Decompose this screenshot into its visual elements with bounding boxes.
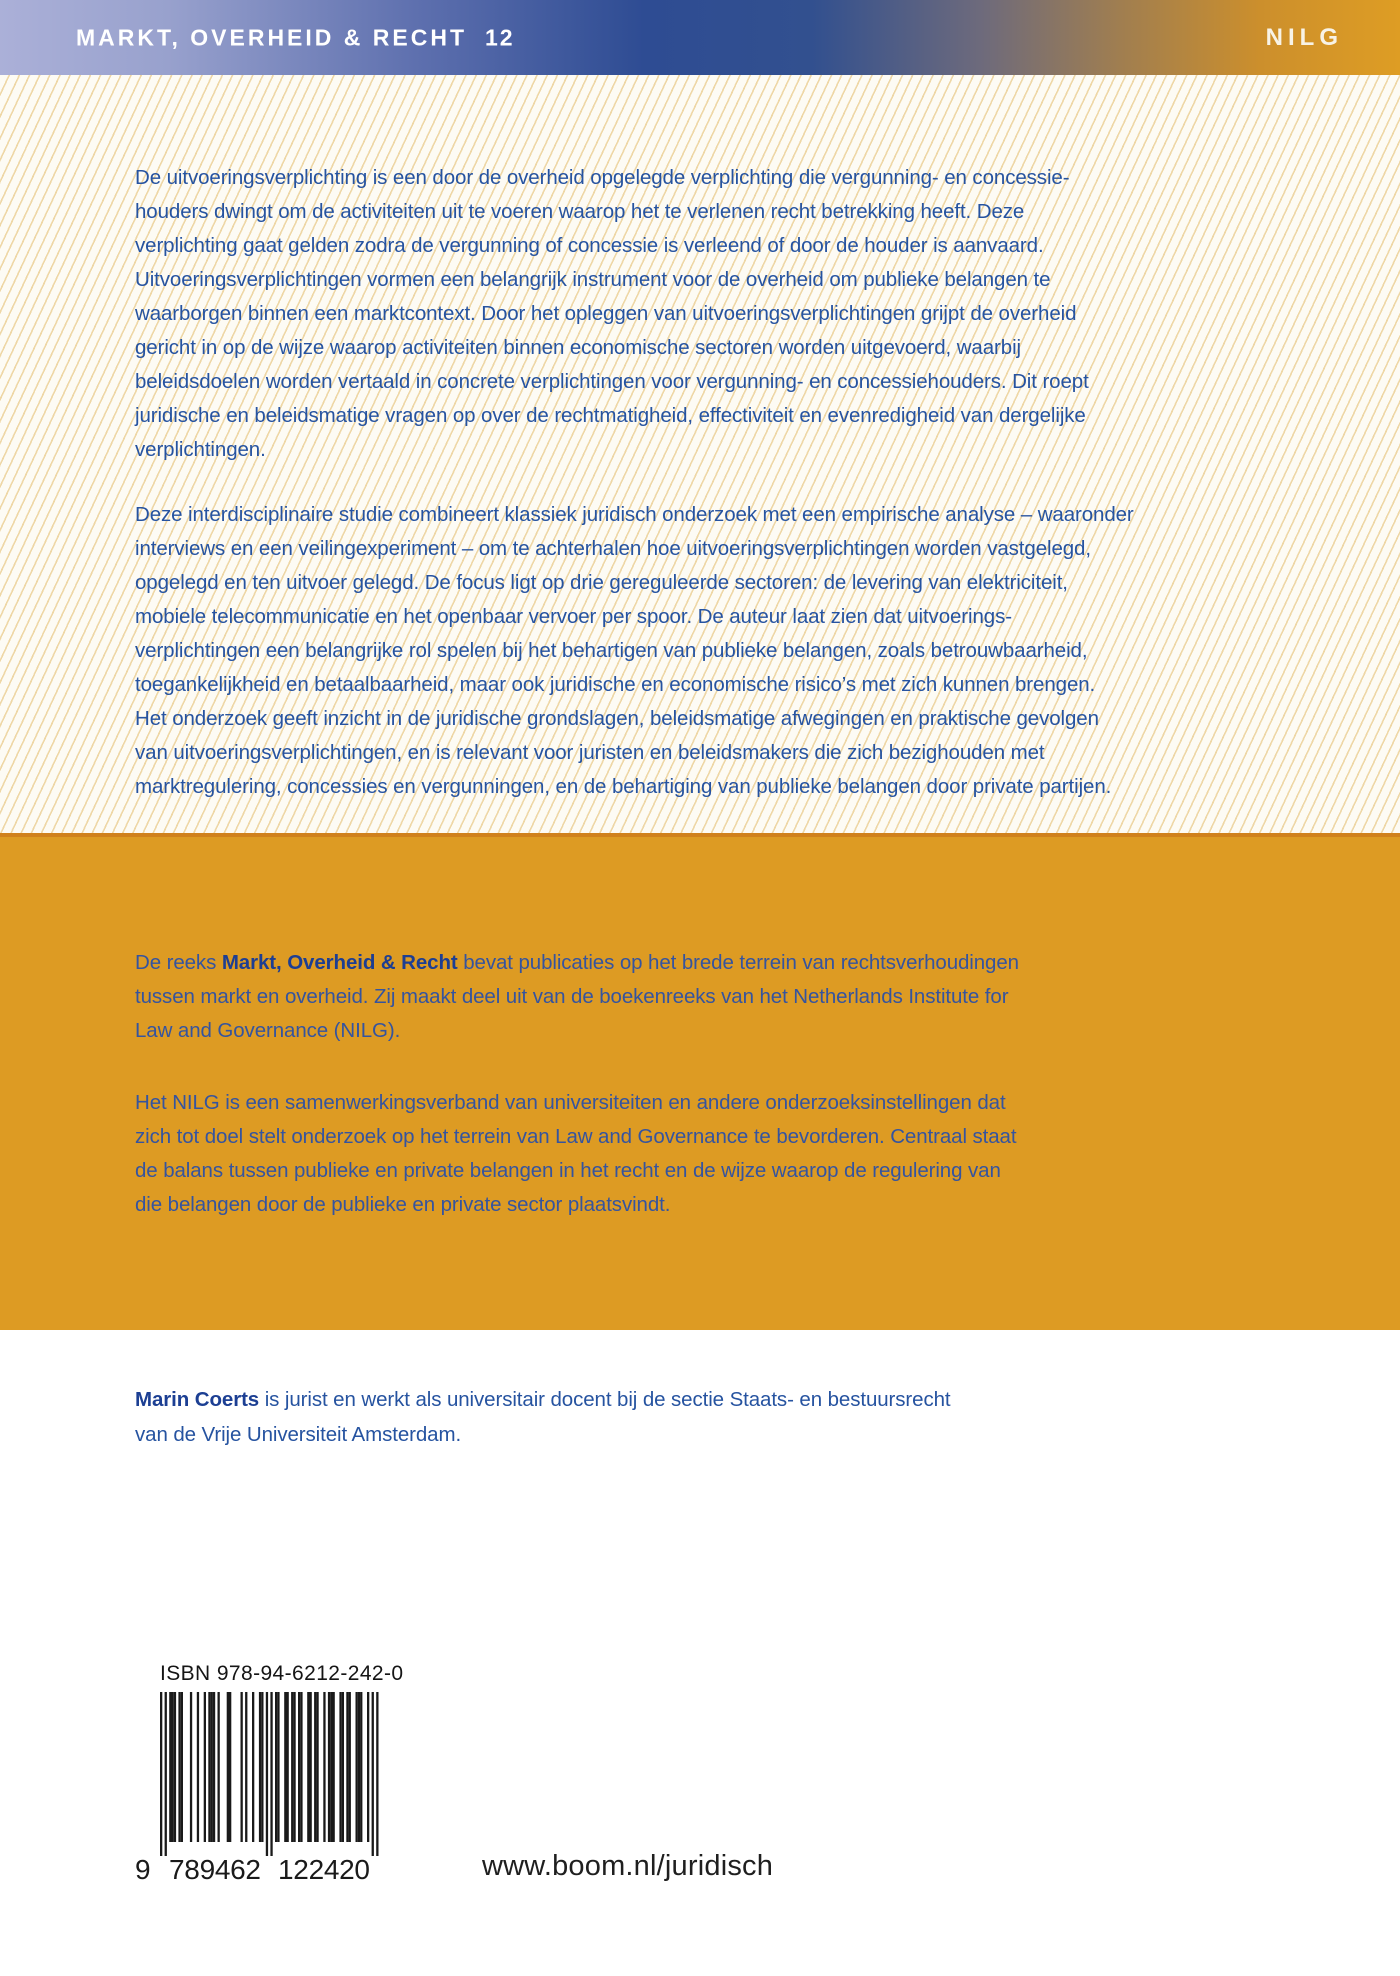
series-name: Markt, Overheid & Recht <box>221 951 458 974</box>
author-bio-line2: van de Vrije Universiteit Amsterdam. <box>135 1423 462 1446</box>
text-line: beleidsdoelen worden vertaald in concrete verplichtingen voor vergunning- en concessiehouders. Dit roept <box>135 370 1089 393</box>
author-bio <box>135 1382 951 1452</box>
text-line: Law and Governance (NILG). <box>135 1019 401 1042</box>
text-line: interviews en een veilingexperiment – om te achterhalen hoe uitvoeringsverplichtingen worden vastgelegd, <box>135 537 1091 560</box>
website-url: www.boom.nl/juridisch <box>482 1850 774 1882</box>
text-line: Het NILG is een samenwerkingsverband van universiteiten en andere onderzoeksinstellingen dat <box>135 1091 1006 1114</box>
text-line: waarborgen binnen een marktcontext. Door het opleggen van uitvoeringsverplichtingen grijpt de overheid <box>135 302 1077 325</box>
text-line: tussen markt en overheid. Zij maakt deel uit van de boekenreeks van het Netherlands Institute for <box>135 985 1009 1008</box>
text-line: marktregulering, concessies en vergunningen, en de behartiging van publieke belangen door private partijen. <box>135 775 1112 798</box>
series-title-text: MARKT, OVERHEID & RECHT <box>76 24 468 50</box>
text-line: Uitvoeringsverplichtingen vormen een belangrijk instrument voor de overheid om publieke belangen te <box>135 268 1051 291</box>
text-line: verplichting gaat gelden zodra de vergunning of concessie is verleend of door de houder is aanvaard. <box>135 234 1044 257</box>
barcode-svg <box>133 1692 383 1884</box>
text-line: juridische en beleidsmatige vragen op over de rechtmatigheid, effectiviteit en evenredigheid van dergelijke <box>135 404 1086 427</box>
text-line: gericht in op de wijze waarop activiteiten binnen economische sectoren worden uitgevoerd, waarbij <box>135 336 1021 359</box>
text-line: die belangen door de publieke en private sector plaatsvindt. <box>135 1193 671 1216</box>
series-title <box>76 24 515 51</box>
text-line: toegankelijkheid en betaalbaarheid, maar ook juridische en economische risico’s met zich kunnen brengen. <box>135 673 1096 696</box>
synopsis-paragraph-1 <box>135 161 1089 467</box>
author-bio-line1: Marin Coerts is jurist en werkt als universitair docent bij de sectie Staats- en bestuursrecht <box>135 1388 951 1411</box>
series-number: 12 <box>485 24 515 50</box>
text-line: Het onderzoek geeft inzicht in de juridische grondslagen, beleidsmatige afwegingen en praktische gevolgen <box>135 707 1099 730</box>
synopsis-paragraph-2 <box>135 498 1134 804</box>
header-bar <box>0 0 1400 75</box>
svg-text:9: 9 <box>135 1854 151 1884</box>
isbn-label: ISBN 978-94-6212-242-0 <box>160 1662 404 1685</box>
text-line: opgelegd en ten uitvoer gelegd. De focus ligt op drie gereguleerde sectoren: de levering van elektriciteit, <box>135 571 1068 594</box>
barcode <box>133 1692 383 1884</box>
svg-text:122420: 122420 <box>278 1854 370 1884</box>
text-line: de balans tussen publieke en private belangen in het recht en de wijze waarop de regulering van <box>135 1159 1001 1182</box>
author-name: Marin Coerts <box>135 1388 260 1411</box>
nilg-description <box>135 1086 1016 1222</box>
series-description <box>135 946 1019 1048</box>
orange-panel <box>0 833 1400 1330</box>
series-description-rest <box>135 980 1019 1048</box>
svg-text:789462: 789462 <box>169 1854 261 1884</box>
text-line: verplichtingen een belangrijke rol spelen bij het behartigen van publieke belangen, zoals betrouwbaarheid, <box>135 639 1088 662</box>
text-line: zich tot doel stelt onderzoek op het terrein van Law and Governance te bevorderen. Centraal staat <box>135 1125 1017 1148</box>
text-line: houders dwingt om de activiteiten uit te voeren waarop het te verlenen recht betrekking heeft. Deze <box>135 200 1025 223</box>
nilg-logo: NILG <box>1265 23 1343 51</box>
text-line: De uitvoeringsverplichting is een door de overheid opgelegde verplichting die vergunning- en concessie- <box>135 166 1070 189</box>
text-line: van uitvoeringsverplichtingen, en is relevant voor juristen en beleidsmakers die zich bezighouden met <box>135 741 1045 764</box>
text-line: mobiele telecommunicatie en het openbaar vervoer per spoor. De auteur laat zien dat uitvoerings- <box>135 605 1012 628</box>
series-description-line1: De reeks Markt, Overheid & Recht bevat publicaties op het brede terrein van rechtsverhoudingen <box>135 951 1019 974</box>
text-line: Deze interdisciplinaire studie combineert klassiek juridisch onderzoek met een empirische analyse – waaronder <box>135 503 1134 526</box>
text-line: verplichtingen. <box>135 438 266 461</box>
